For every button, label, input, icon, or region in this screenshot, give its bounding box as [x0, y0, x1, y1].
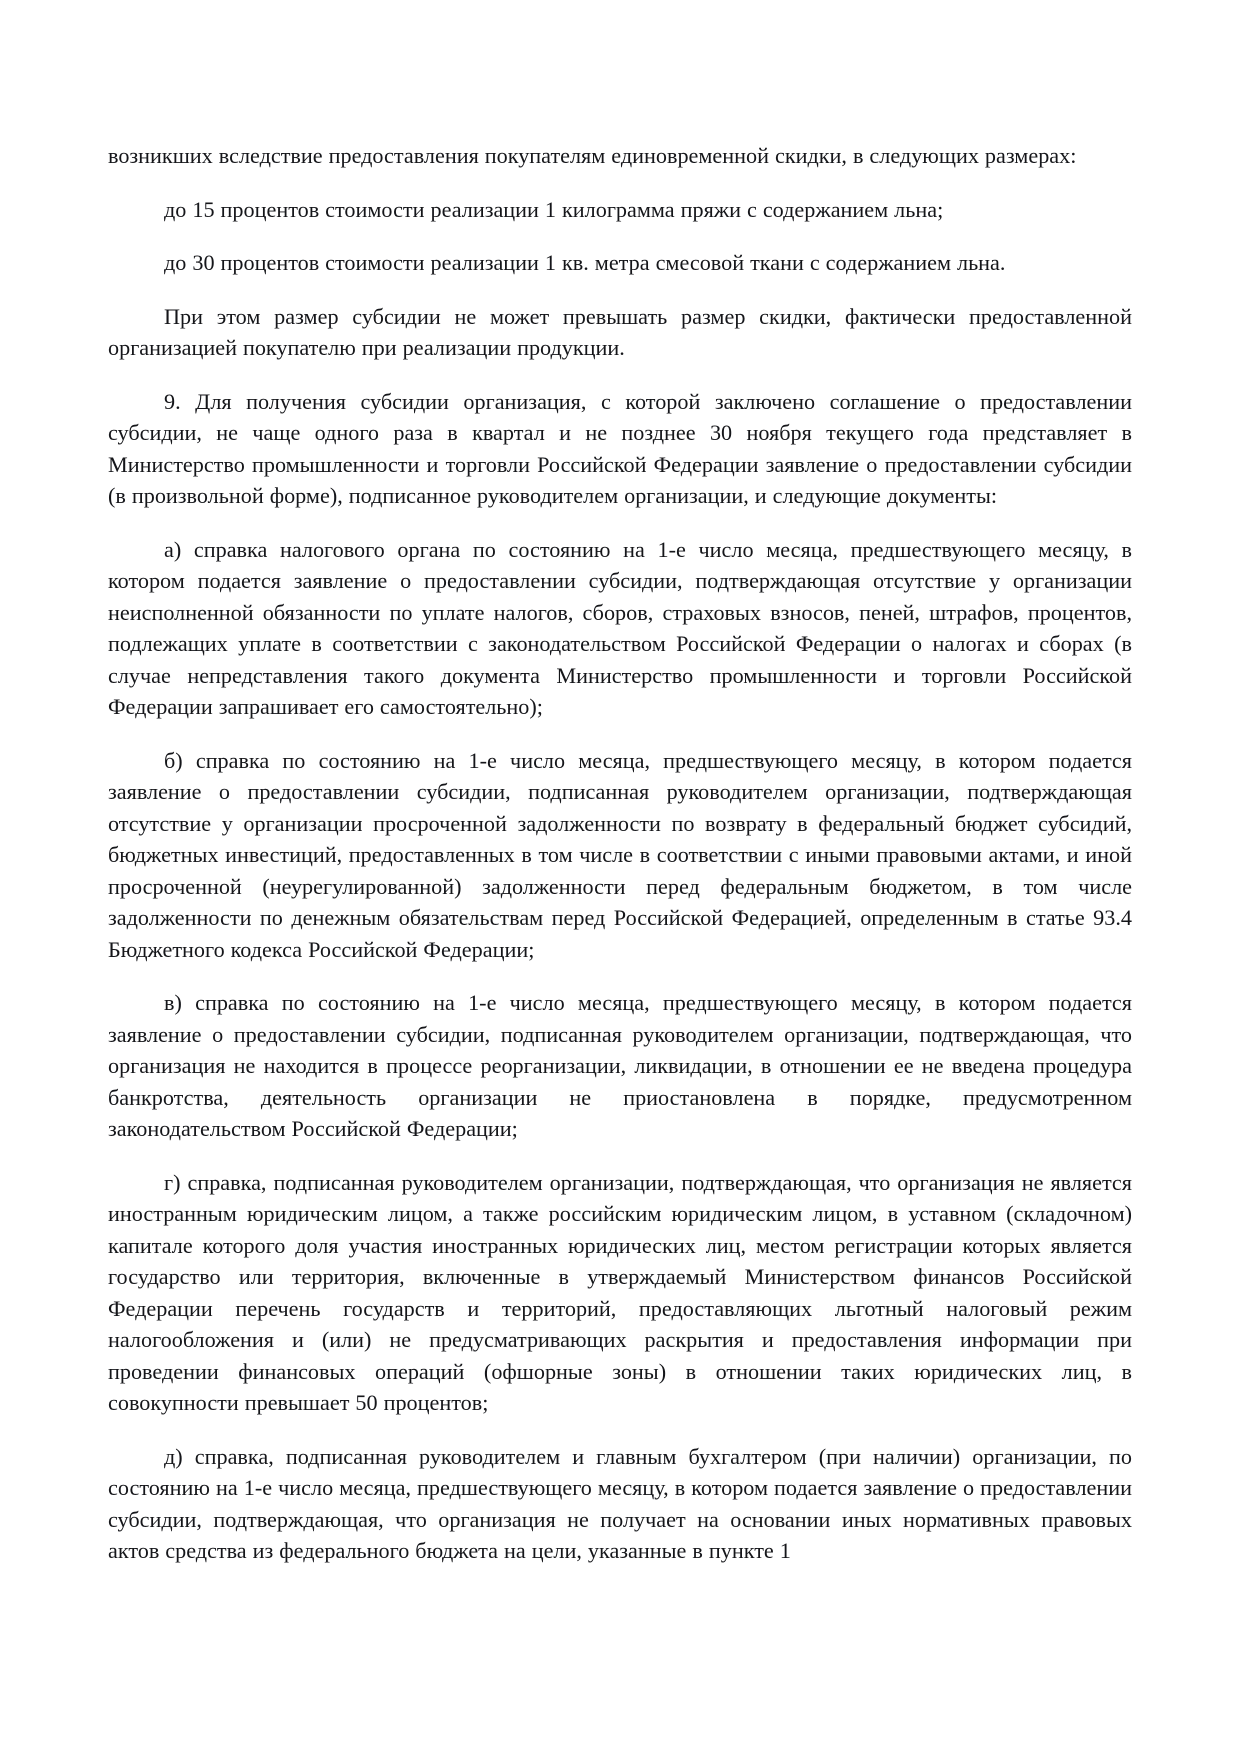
paragraph-item-b: б) справка по состоянию на 1-е число месяца, предшествующего месяцу, в котором подается заявление о предоставлении субсидии, подписанная руководителем организации, подтверждающая отсутствие у организации просроченной задолженности по возврату в федеральный бюджет субсидий, бюджетных инвестиций, предоставленных в том числе в соответствии с иными правовыми актами, и иной просроченной (неурегулированной) задолженности перед федеральным бюджетом, в том числе задолженности по денежным обязательствам перед Российской Федерацией, определенным в статье 93.4 Бюджетного кодекса Российской Федерации; [108, 747, 1132, 962]
paragraph-subsidy-limit: При этом размер субсидии не может превышать размер скидки, фактически предоставленной организацией покупателю при реализации продукции. [108, 303, 1132, 360]
paragraph-item-d: д) справка, подписанная руководителем и главным бухгалтером (при наличии) организации, по состоянию на 1-е число месяца, предшествующего месяцу, в котором подается заявление о предоставлении субсидии, подтверждающая, что организация не получает на основании иных нормативных правовых актов средства из федерального бюджета на цели, указанные в пункте 1 [108, 1443, 1132, 1563]
paragraph-item-g: г) справка, подписанная руководителем организации, подтверждающая, что организация не является иностранным юридическим лицом, а также российским юридическим лицом, в уставном (складочном) капитале которого доля участия иностранных юридических лиц, местом регистрации которых является государство или территория, включенные в утверждаемый Министерством финансов Российской Федерации перечень государств и территорий, предоставляющих льготный налоговый режим налогообложения и (или) не предусматривающих раскрытия и предоставления информации при проведении финансовых операций (офшорные зоны) в отношении таких юридических лиц, в совокупности превышает 50 процентов; [108, 1169, 1132, 1415]
paragraph-item-a: а) справка налогового органа по состоянию на 1-е число месяца, предшествующего месяцу, в котором подается заявление о предоставлении субсидии, подтверждающая отсутствие у организации неисполненной обязанности по уплате налогов, сборов, страховых взносов, пеней, штрафов, процентов, подлежащих уплате в соответствии с законодательством Российской Федерации о налогах и сборах (в случае непредставления такого документа Министерство промышленности и торговли Российской Федерации запрашивает его самостоятельно); [108, 536, 1132, 719]
document-text-body [108, 140, 1132, 1567]
paragraph-item-v: в) справка по состоянию на 1-е число месяца, предшествующего месяцу, в котором подается заявление о предоставлении субсидии, подписанная руководителем организации, подтверждающая, что организация не находится в процессе реорганизации, ликвидации, в отношении ее не введена процедура банкротства, деятельность организации не приостановлена в порядке, предусмотренном законодательством Российской Федерации; [108, 990, 1132, 1141]
paragraph-continued-intro: возникших вследствие предоставления покупателям единовременной скидки, в следующих размерах: [108, 143, 1077, 168]
paragraph-rate-fabric: до 30 процентов стоимости реализации 1 кв. метра смесовой ткани с содержанием льна. [164, 250, 1006, 275]
paragraph-item-9: 9. Для получения субсидии организация, с которой заключено соглашение о предоставлении субсидии, не чаще одного раза в квартал и не позднее 30 ноября текущего года представляет в Министерство промышленности и торговли Российской Федерации заявление о предоставлении субсидии (в произвольной форме), подписанное руководителем организации, и следующие документы: [108, 388, 1132, 508]
paragraph-rate-yarn: до 15 процентов стоимости реализации 1 килограмма пряжи с содержанием льна; [164, 196, 944, 222]
